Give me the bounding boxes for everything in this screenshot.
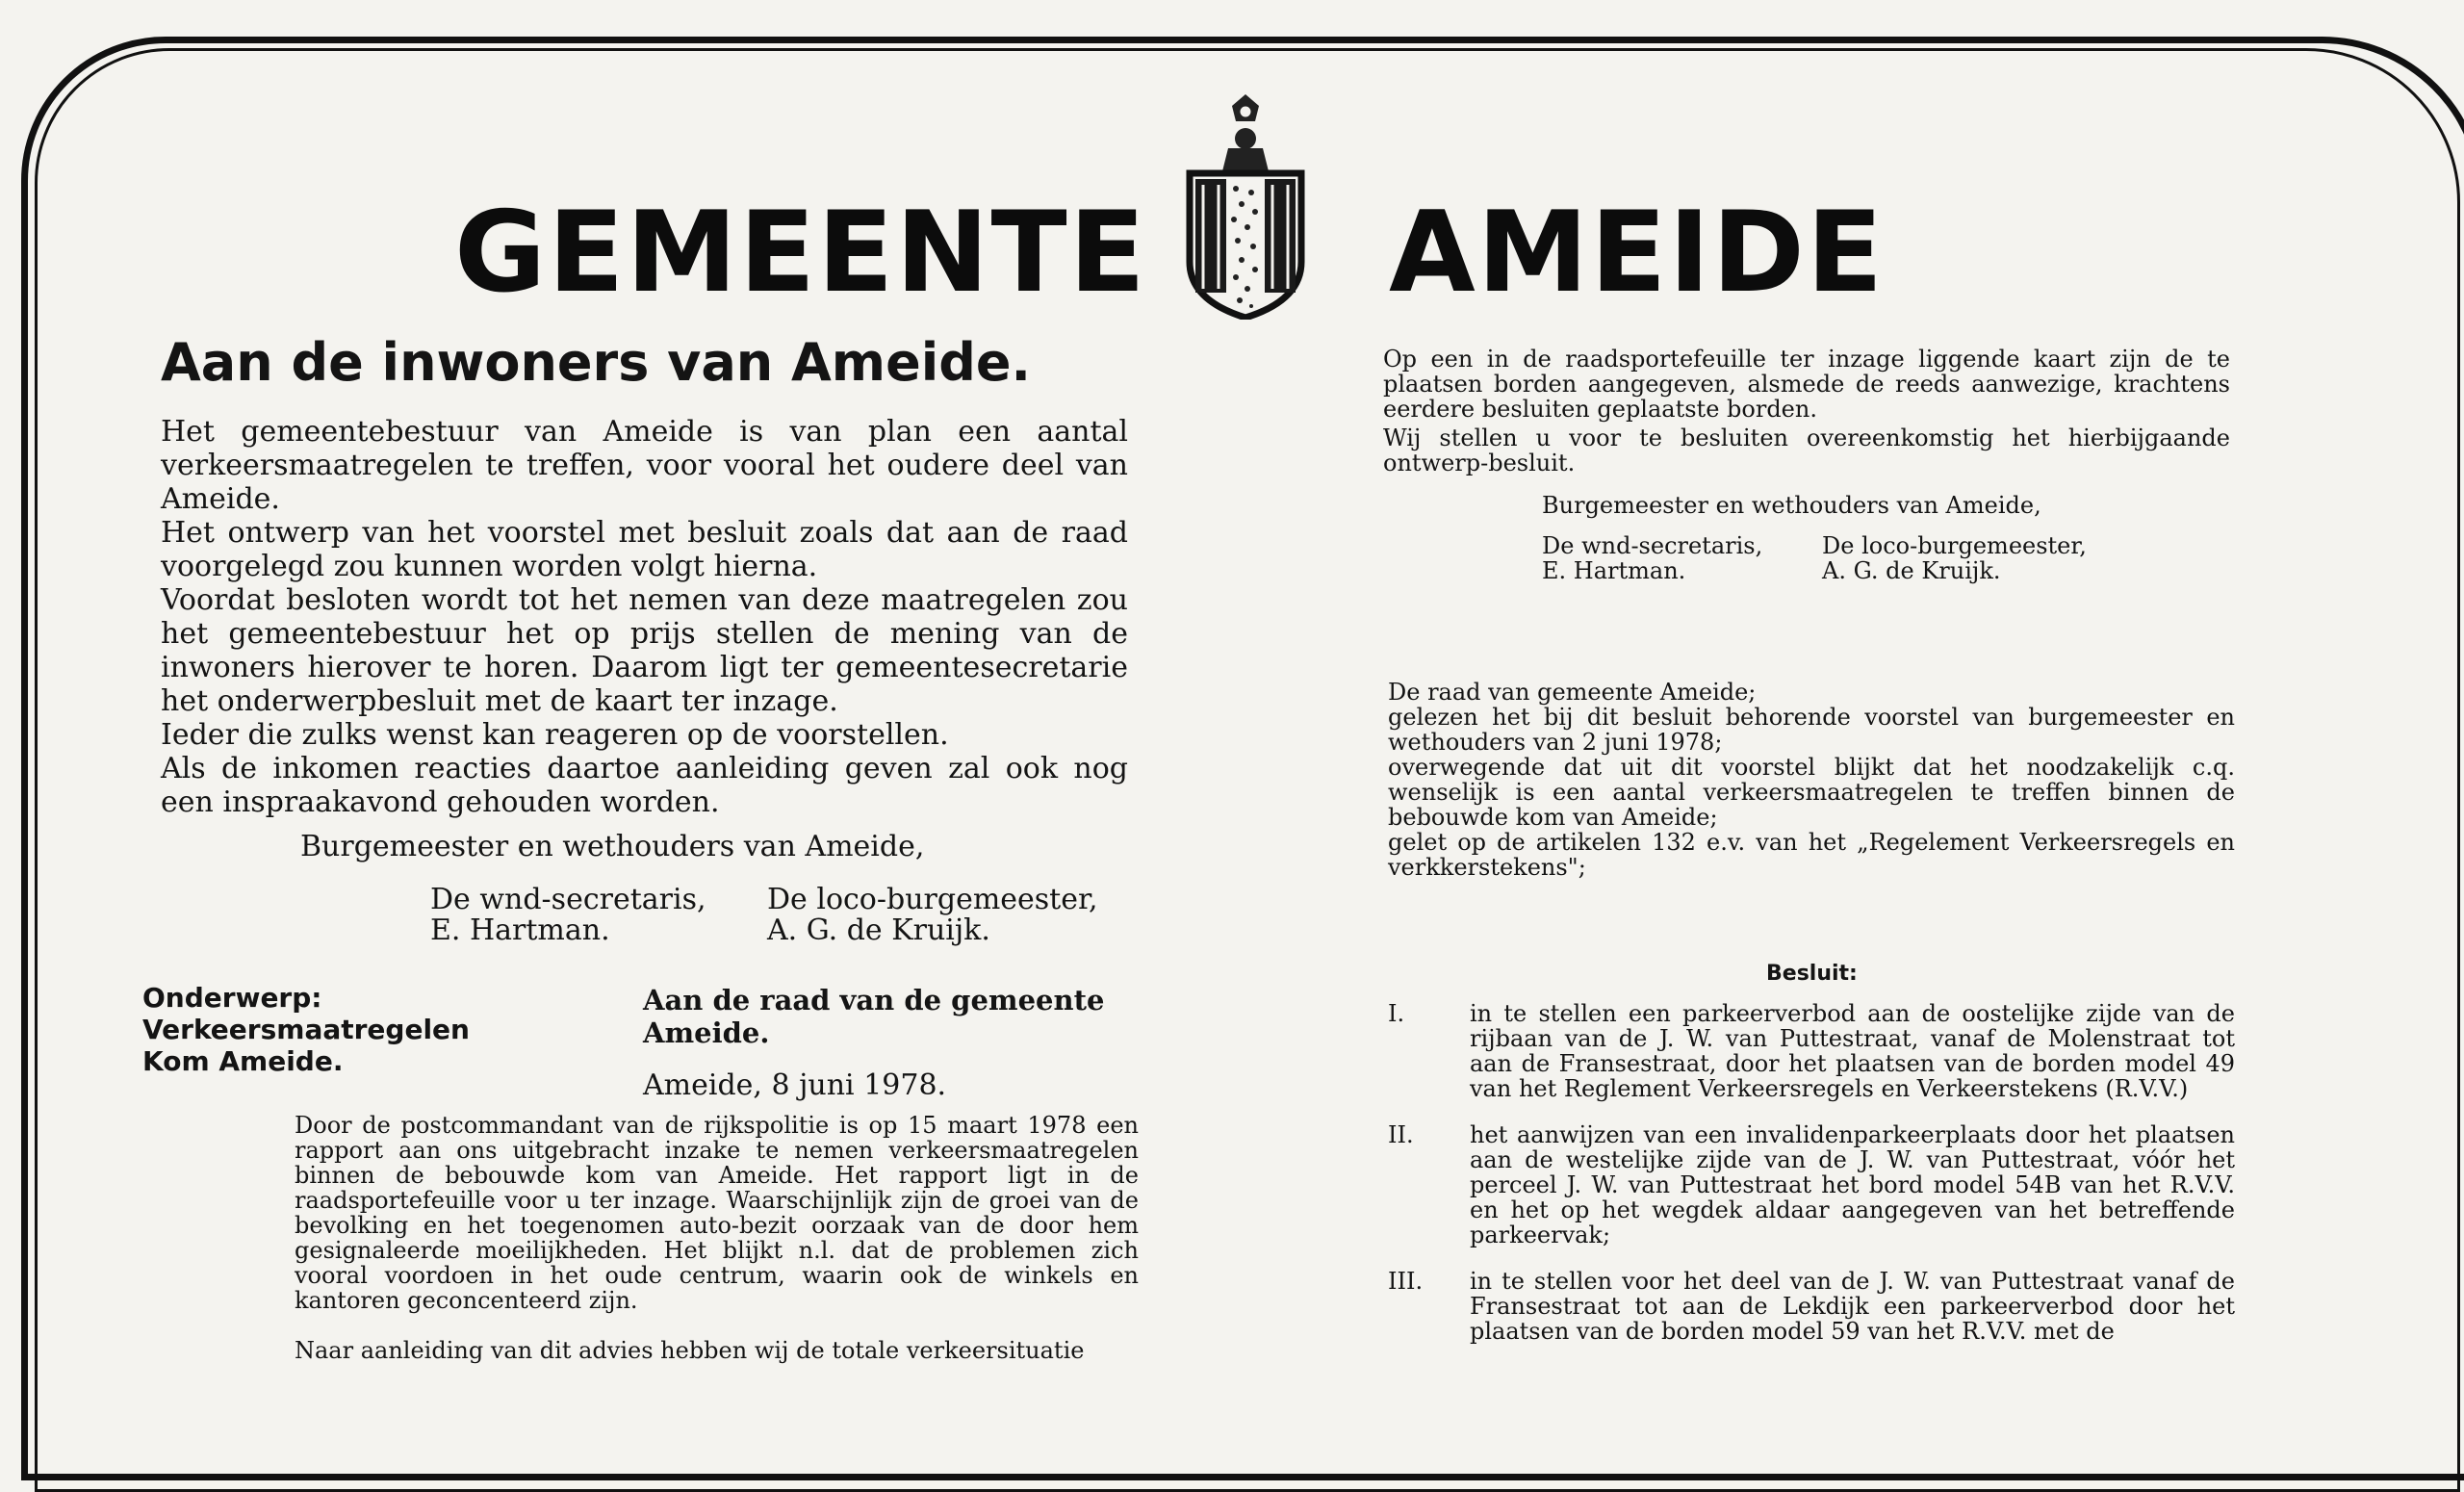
- left-signature-name1: E. Hartman.: [430, 913, 610, 947]
- decision-item: [1388, 1269, 2235, 1346]
- right-signature-name2: A. G. de Kruijk.: [1822, 557, 2001, 584]
- intro-paragraphs: [161, 415, 1128, 819]
- decision-number: II.: [1388, 1121, 1414, 1148]
- subject-label: Onderwerp:: [142, 982, 322, 1014]
- decision-item: [1388, 1001, 2235, 1107]
- council-line: overwegende dat uit dit voorstel blijkt dat het noodzakelijk c.q. wenselijk is een aantal verkeersmaatregelen te treffen binnen de bebouwde kom van Ameide;: [1388, 754, 2235, 831]
- decision-text: in te stellen een parkeerverbod aan de oostelijke zijde van de rijbaan van de J. W. van Puttestraat, vanaf de Molenstraat tot aan de Fransestraat, door het plaatsen van de borden model 49 van het Reglement Verkeersregels en Verkeerstekens (R.V.V.): [1470, 1000, 2235, 1102]
- paragraph: Voordat besloten wordt tot het nemen van deze maatregelen zou het gemeentebestuur het op prijs stellen de mening van de inwoners hierover te horen. Daarom ligt ter gemeentesecretarie het onderwerpbesluit met de kaart ter inzage.: [161, 583, 1128, 718]
- right-intro: Op een in de raadsportefeuille ter inzage liggende kaart zijn de te plaatsen borden aangegeven, alsmede de reeds aanwezige, krachtens eerdere besluiten geplaatste borden.: [1383, 346, 2230, 423]
- right-signature-line: Burgemeester en wethouders van Ameide,: [1542, 492, 2041, 519]
- paragraph: Het gemeentebestuur van Ameide is van plan een aantal verkeersmaatregelen te treffen, voor vooral het oudere deel van Ameide.: [161, 415, 1128, 516]
- left-signature-role2: De loco-burgemeester,: [767, 883, 1098, 916]
- letter-body: Door de postcommandant van de rijkspolitie is op 15 maart 1978 een rapport aan ons uitgebracht inzake te nemen verkeersmaatregelen binnen de bebouwde kom van Ameide. Het rapport ligt in de raadsportefeuille voor u ter inzage. Waarschijnlijk zijn de groei van de bevolking en het toegenomen auto-bezit oorzaak van de door hem gesignaleerde moeilijkheden. Het blijkt n.l. dat de problemen zich vooral voordoen in het oude centrum, waarin ook de winkels en kantoren geconcenteerd zijn.: [295, 1112, 1139, 1314]
- masthead-left: GEMEENTE: [454, 188, 1147, 318]
- subject-line2: Kom Ameide.: [142, 1045, 344, 1077]
- right-signature-role2: De loco-burgemeester,: [1822, 532, 2087, 559]
- council-line: gelet op de artikelen 132 e.v. van het „Regelement Verkeersregels en verkkerstekens";: [1388, 829, 2235, 881]
- decision-text: het aanwijzen van een invalidenparkeerplaats door het plaatsen aan de westelijke zijde van de J. W. van Puttestraat, vóór het perceel J. W. van Puttestraat het bord model 54B van het R.V.V. en het op het wegdek aldaar aangegeven van het betreffende parkeervak;: [1470, 1121, 2235, 1248]
- right-intro2: Wij stellen u voor te besluiten overeenkomstig het hierbijgaande ontwerp-besluit.: [1383, 424, 2230, 476]
- letter-body-cut-line: Naar aanleiding van dit advies hebben wij de totale verkeersituatie: [295, 1337, 1085, 1364]
- decision-text: in te stellen voor het deel van de J. W. van Puttestraat vanaf de Fransestraat tot aan de Lekdijk een parkeerverbod door het plaatsen van de borden model 59 van het R.V.V. met de: [1470, 1268, 2235, 1345]
- addressee-line1: Aan de raad van de gemeente: [643, 984, 1105, 1016]
- council-line: De raad van gemeente Ameide;: [1388, 679, 1757, 706]
- decision-number: I.: [1388, 1000, 1405, 1027]
- right-signature-role1: De wnd-secretaris,: [1542, 532, 1763, 559]
- decision-title: Besluit:: [1766, 962, 1858, 986]
- left-signature-role1: De wnd-secretaris,: [430, 883, 706, 916]
- paragraph: Het ontwerp van het voorstel met besluit zoals dat aan de raad voorgelegd zou kunnen worden volgt hierna.: [161, 516, 1128, 583]
- subject-line1: Verkeersmaatregelen: [142, 1014, 470, 1045]
- masthead-right: AMEIDE: [1389, 188, 1886, 318]
- left-heading: Aan de inwoners van Ameide.: [161, 332, 1031, 393]
- council-line: gelezen het bij dit besluit behorende voorstel van burgemeester en wethouders van 2 juni 1978;: [1388, 704, 2235, 756]
- decision-item: [1388, 1121, 2235, 1248]
- right-signature-name1: E. Hartman.: [1542, 557, 1686, 584]
- paragraph: Ieder die zulks wenst kan reageren op de voorstellen.: [161, 718, 949, 752]
- left-signature-line: Burgemeester en wethouders van Ameide,: [300, 830, 925, 863]
- municipal-crest-icon: [1182, 92, 1309, 320]
- paragraph: Als de inkomen reacties daartoe aanleiding geven zal ook nog een inspraakavond gehouden worden.: [161, 752, 1128, 819]
- addressee-line2: Ameide.: [643, 1016, 770, 1049]
- subject-block: [142, 982, 470, 1077]
- council-preamble: [1388, 680, 2235, 880]
- letter-date: Ameide, 8 juni 1978.: [643, 1068, 947, 1102]
- left-signature-name2: A. G. de Kruijk.: [767, 913, 990, 947]
- addressee-block: [643, 984, 1104, 1049]
- decision-number: III.: [1388, 1268, 1424, 1295]
- bleed-through-texture: [1636, 106, 1659, 185]
